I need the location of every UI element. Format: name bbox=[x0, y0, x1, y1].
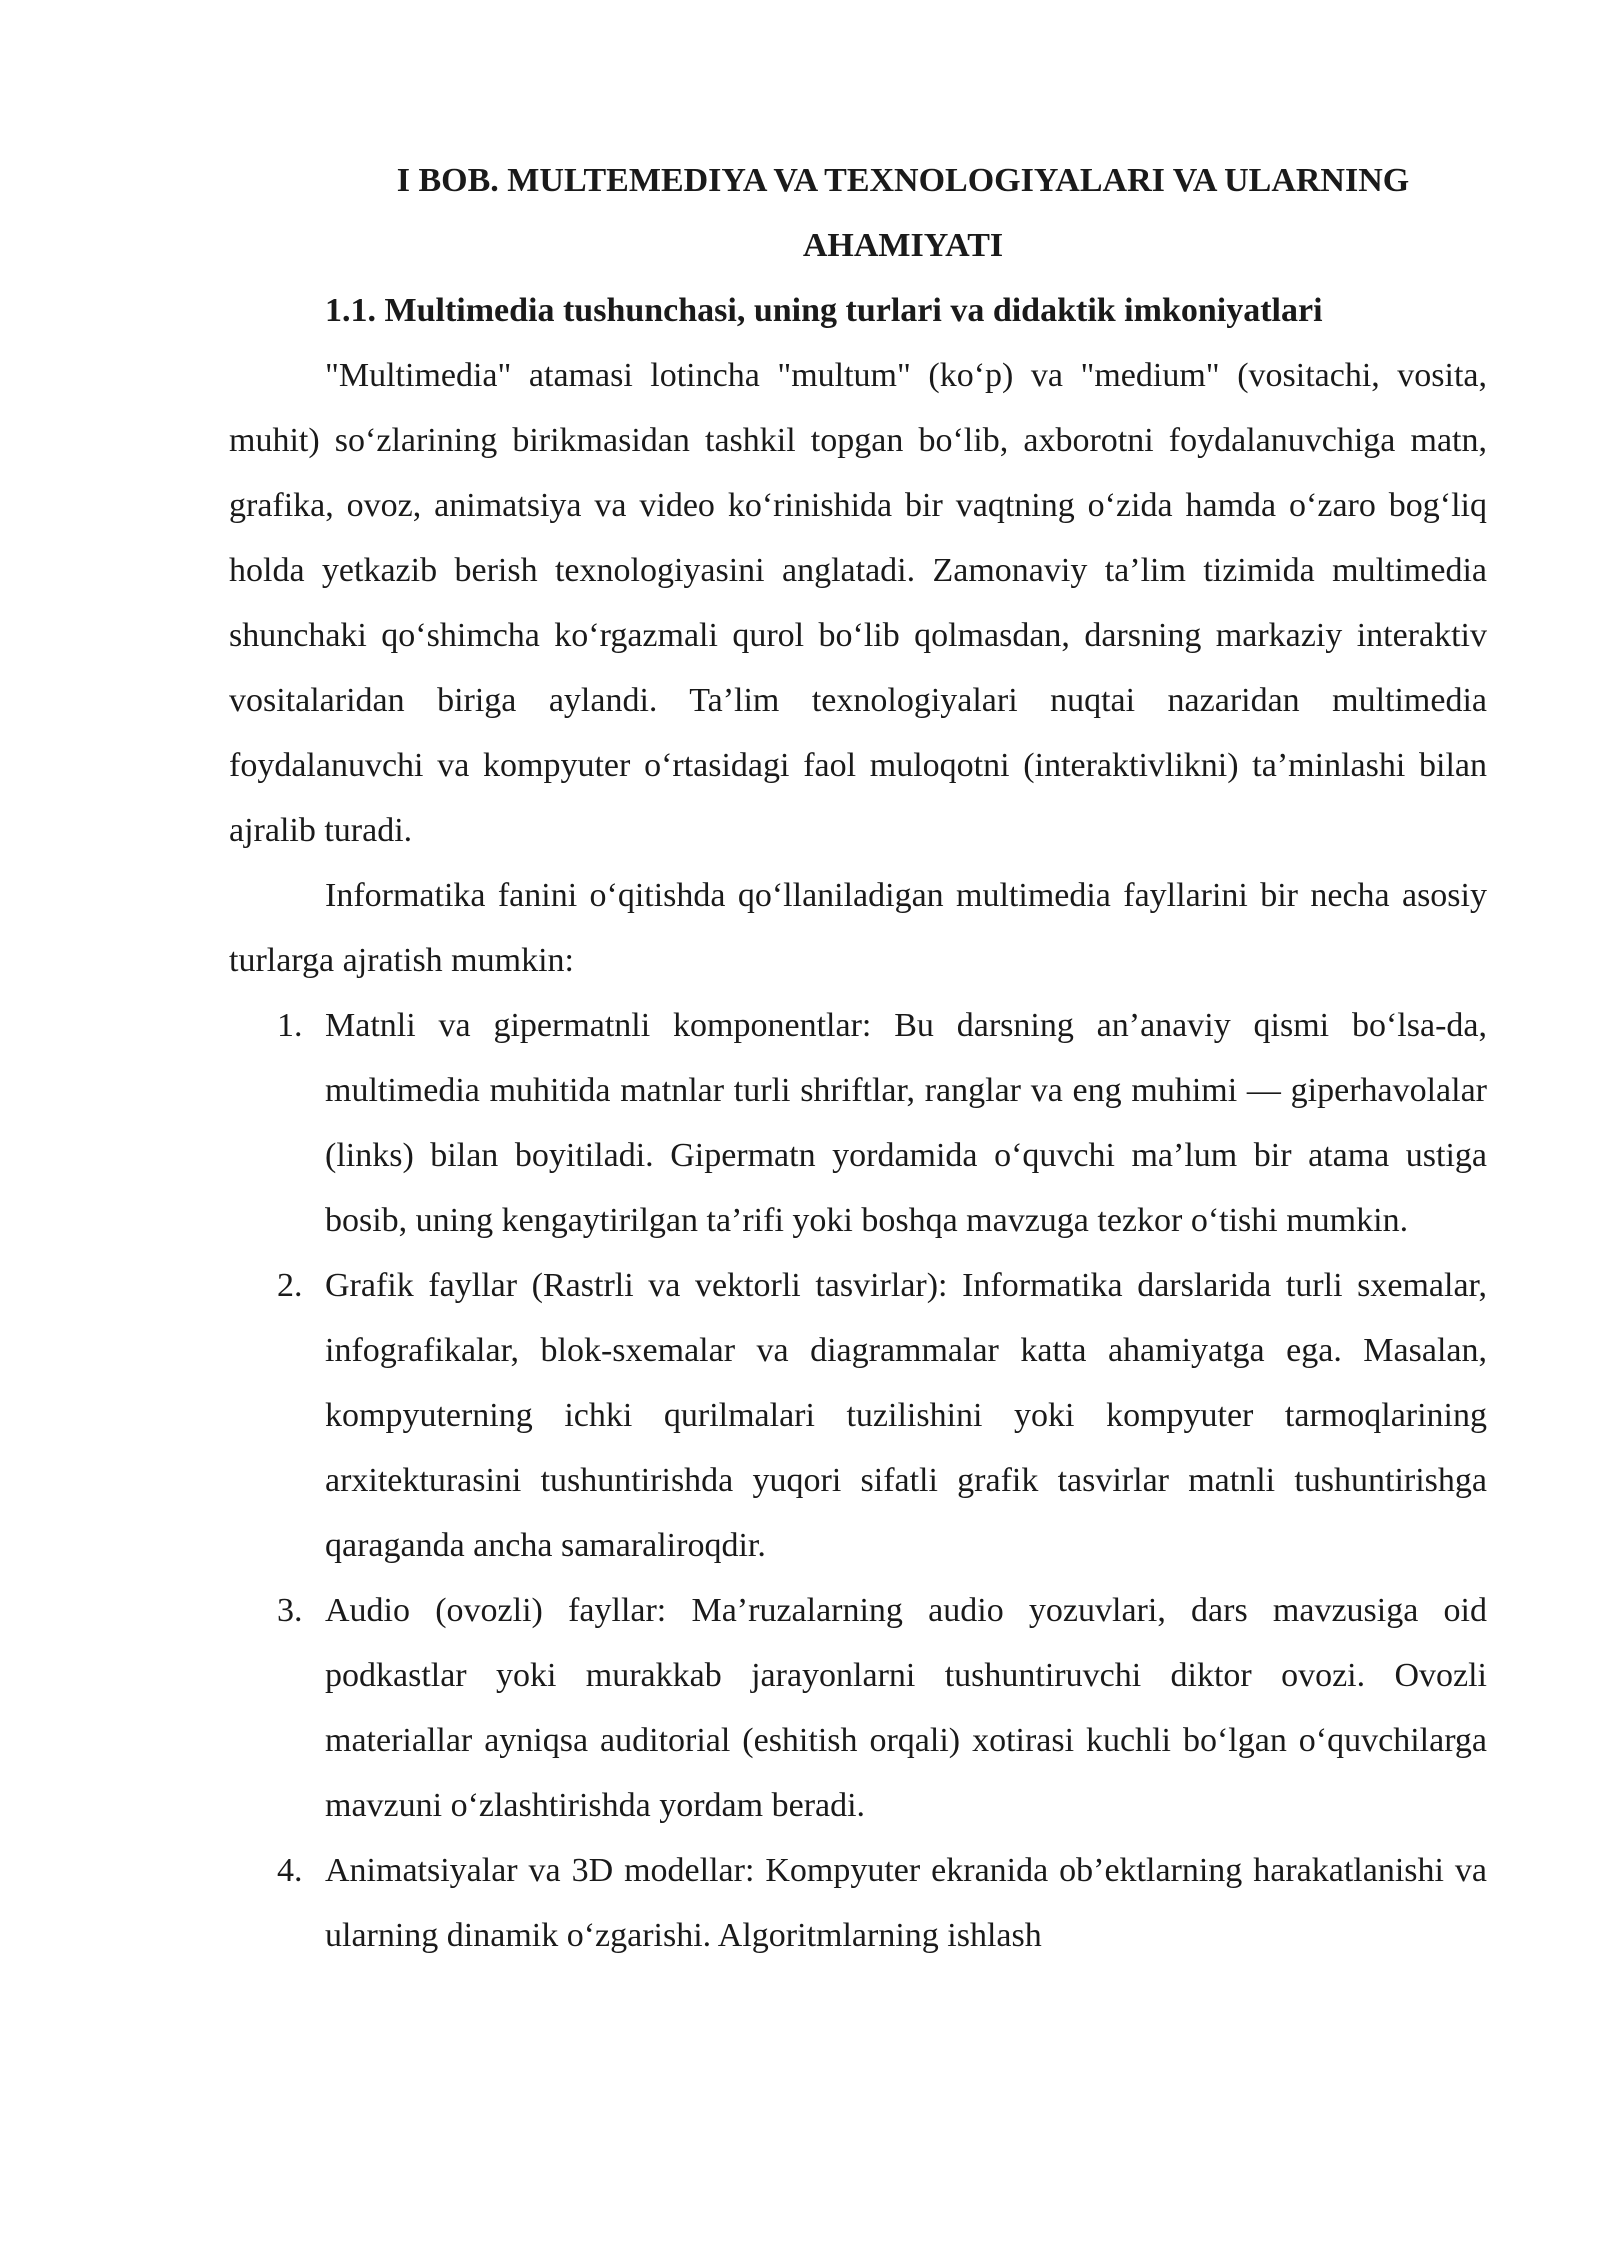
list-item-text: Audio (ovozli) fayllar: Ma’ruzalarning audio yozuvlari, dars mavzusiga oid podkastlar yoki murakkab jarayonlarni tushuntiruvchi diktor ovozi. Ovozli materiallar ayniqsa auditorial (eshitish orqali) xotirasi kuchli bo‘lgan o‘quvchilarga mavzuni o‘zlashtirishda yordam beradi. bbox=[325, 1592, 1487, 1824]
list-item-text: Animatsiyalar va 3D modellar: Kompyuter ekranida ob’ektlarning harakatlanishi va ularning dinamik o‘zgarishi. Algoritmlarning ishlash bbox=[325, 1852, 1487, 1954]
section-title: 1.1. Multimedia tushunchasi, uning turlari va didaktik imkoniyatlari bbox=[325, 292, 1323, 329]
list-item bbox=[229, 1838, 1487, 1968]
list-item-number: 1. bbox=[277, 1007, 303, 1044]
paragraph-types-intro: Informatika fanini o‘qitishda qo‘llaniladigan multimedia fayllarini bir necha asosiy turlarga ajratish mumkin: bbox=[229, 877, 1487, 979]
multimedia-types-list bbox=[229, 993, 1487, 1968]
list-item-number: 4. bbox=[277, 1852, 303, 1889]
list-item bbox=[229, 993, 1487, 1253]
list-item bbox=[229, 1253, 1487, 1578]
chapter-title-line2: AHAMIYATI bbox=[802, 227, 1004, 264]
paragraph-intro: "Multimedia" atamasi lotincha "multum" (ko‘p) va "medium" (vositachi, vosita, muhit) so‘zlarining birikmasidan tashkil topgan bo‘lib, axborotni foydalanuvchiga matn, grafika, ovoz, animatsiya va video ko‘rinishida bir vaqtning o‘zida hamda o‘zaro bog‘liq holda yetkazib berish texnologiyasini anglatadi. Zamonaviy ta’lim tizimida multimedia shunchaki qo‘shimcha ko‘rgazmali qurol bo‘lib qolmasdan, darsning markaziy interaktiv vositalaridan biriga aylandi. Ta’lim texnologiyalari nuqtai nazaridan multimedia foydalanuvchi va kompyuter o‘rtasidagi faol muloqotni (interaktivlikni) ta’minlashi bilan ajralib turadi. bbox=[229, 357, 1487, 849]
chapter-title bbox=[229, 148, 1487, 278]
list-item-number: 2. bbox=[277, 1267, 303, 1304]
list-item-number: 3. bbox=[277, 1592, 303, 1629]
chapter-title-line1: I BOB. MULTEMEDIYA VA TEXNOLOGIYALARI VA ULARNING bbox=[396, 162, 1410, 199]
document-page bbox=[229, 148, 1487, 1968]
list-item-text: Grafik fayllar (Rastrli va vektorli tasvirlar): Informatika darslarida turli sxemalar, infografikalar, blok-sxemalar va diagrammalar katta ahamiyatga ega. Masalan, kompyuterning ichki qurilmalari tuzilishini yoki kompyuter tarmoqlarining arxitekturasini tushuntirishda yuqori sifatli grafik tasvirlar matnli tushuntirishga qaraganda ancha samaraliroqdir. bbox=[325, 1267, 1487, 1564]
list-item-text: Matnli va gipermatnli komponentlar: Bu darsning an’anaviy qismi bo‘lsa-da, multimedia muhitida matnlar turli shriftlar, ranglar va eng muhimi — giperhavolalar (links) bilan boyitiladi. Gipermatn yordamida o‘quvchi ma’lum bir atama ustiga bosib, uning kengaytirilgan ta’rifi yoki boshqa mavzuga tezkor o‘tishi mumkin. bbox=[325, 1007, 1487, 1239]
list-item bbox=[229, 1578, 1487, 1838]
